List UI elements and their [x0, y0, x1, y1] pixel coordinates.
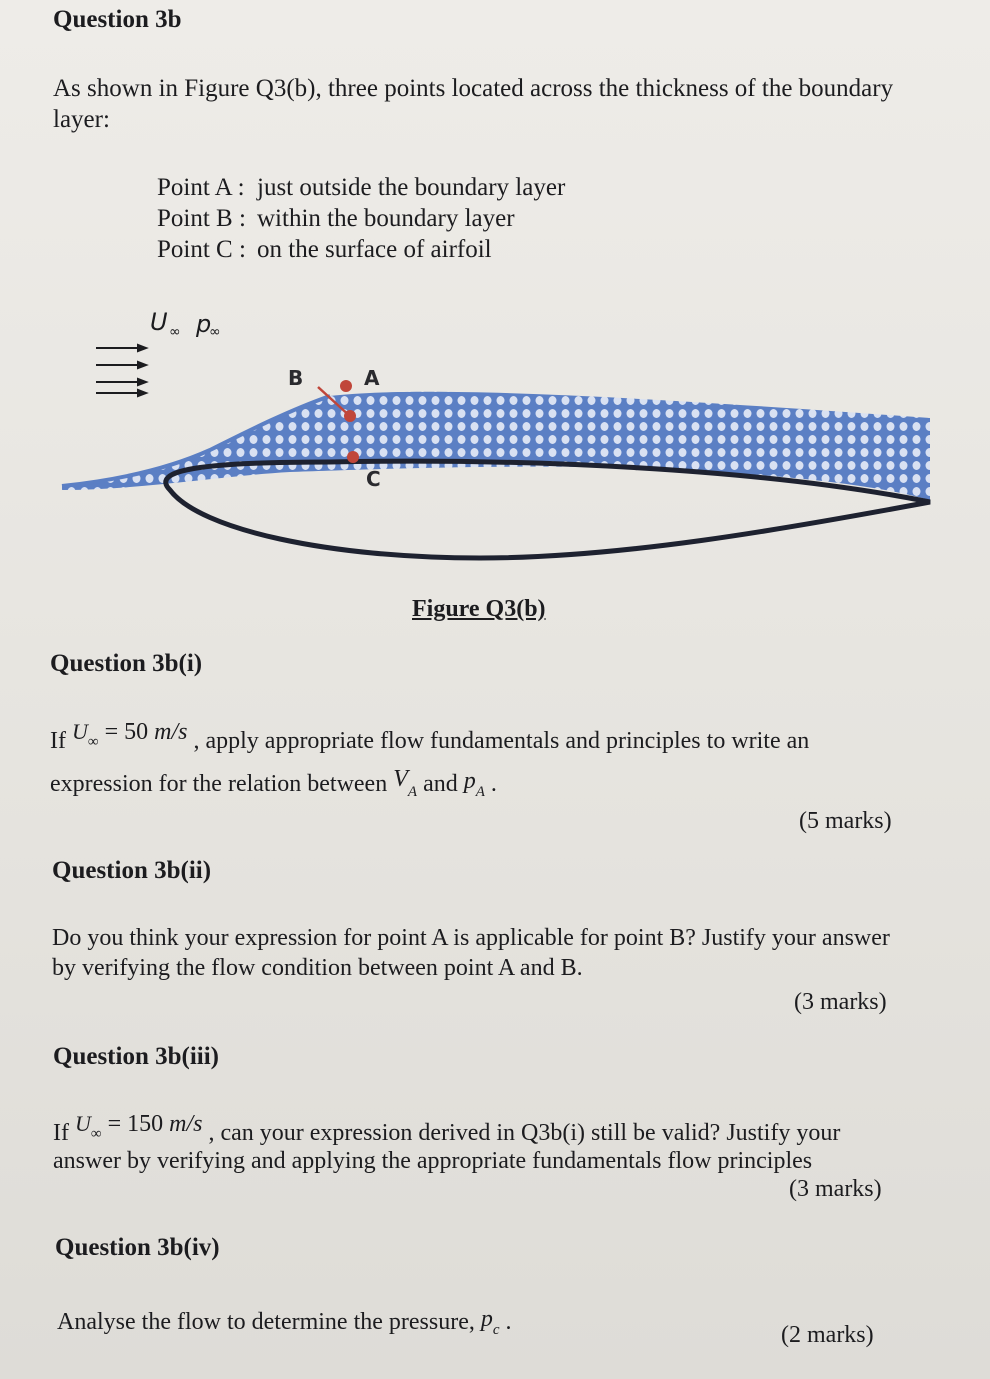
q4-text: Analyse the flow to determine the pressure, — [57, 1309, 481, 1335]
q1-unit: m/s — [154, 719, 188, 745]
q3-line-1 — [53, 1108, 840, 1150]
question-heading: Question 3b — [53, 6, 182, 33]
q3-eq: = 150 — [101, 1111, 170, 1137]
q1-p-symbol: p — [463, 768, 476, 794]
point-b-desc: within the boundary layer — [257, 205, 515, 232]
q2-line-2: by verifying the flow condition between point A and B. — [52, 955, 583, 981]
q3-unit: m/s — [169, 1111, 203, 1137]
label-a: A — [364, 366, 380, 390]
point-c-marker — [347, 451, 359, 463]
point-b-marker — [344, 410, 356, 422]
q2-title: Question 3b(ii) — [52, 857, 212, 884]
q1-eq: = 50 — [98, 719, 155, 745]
label-b: B — [288, 366, 304, 390]
q1-p-sub: A — [475, 784, 485, 800]
freestream-p-inf: ∞ — [209, 324, 221, 340]
q1-v-symbol: V — [393, 766, 408, 792]
q1-line-1 — [50, 716, 809, 758]
q2-line-1: Do you think your expression for point A is applicable for point B? Justify your answer — [52, 925, 890, 951]
q1-and: and — [417, 771, 464, 797]
q1-line2-a: expression for the relation between — [50, 771, 394, 797]
q3-u-inf: ∞ — [90, 1126, 102, 1142]
figure-caption: Figure Q3(b) — [412, 596, 546, 622]
point-b-label: Point B : — [157, 205, 246, 232]
q4-p-sub: c — [492, 1322, 500, 1338]
q3-u-symbol: U — [74, 1111, 91, 1136]
q1-line-2 — [50, 764, 497, 808]
q4-p-symbol: p — [480, 1306, 493, 1332]
q3-if: If — [53, 1120, 69, 1146]
points-list — [157, 172, 565, 265]
q3-line-2: answer by verifying and applying the appropriate fundamentals flow principles — [53, 1148, 813, 1174]
point-a-marker — [340, 380, 352, 392]
q1-line1-rest: , apply appropriate flow fundamentals and principles to write an — [187, 728, 810, 754]
figure-q3b — [0, 290, 990, 590]
q3-title: Question 3b(iii) — [53, 1043, 219, 1070]
q4-marks: (2 marks) — [781, 1322, 874, 1348]
q2-marks: (3 marks) — [794, 989, 887, 1015]
point-a-label: Point A : — [157, 174, 245, 201]
q1-if: If — [50, 728, 66, 754]
q3-line1-rest: , can your expression derived in Q3b(i) still be valid? Justify your — [202, 1120, 841, 1146]
flow-arrows-icon — [96, 345, 146, 396]
freestream-u: U — [150, 308, 168, 336]
q4-line-1 — [57, 1304, 512, 1346]
q1-u-inf: ∞ — [87, 734, 99, 750]
q1-line2-end: . — [484, 771, 497, 797]
q3-marks: (3 marks) — [789, 1176, 882, 1202]
freestream-u-inf: ∞ — [169, 324, 181, 340]
point-b — [157, 203, 565, 234]
point-a-desc: just outside the boundary layer — [257, 174, 566, 201]
point-c — [157, 234, 565, 265]
q1-marks: (5 marks) — [799, 808, 892, 834]
q1-v-sub: A — [407, 784, 418, 800]
label-c: C — [366, 467, 381, 491]
point-c-label: Point C : — [157, 236, 246, 263]
freestream-p: p — [196, 310, 212, 338]
q1-title: Question 3b(i) — [50, 650, 203, 677]
intro-line-2: layer: — [53, 106, 110, 133]
q4-title: Question 3b(iv) — [55, 1234, 220, 1261]
point-c-desc: on the surface of airfoil — [257, 236, 492, 263]
q1-u-symbol: U — [71, 719, 88, 744]
q4-end: . — [499, 1309, 512, 1335]
intro-line-1: As shown in Figure Q3(b), three points located across the thickness of the boundary — [53, 75, 894, 102]
point-a — [157, 172, 565, 203]
